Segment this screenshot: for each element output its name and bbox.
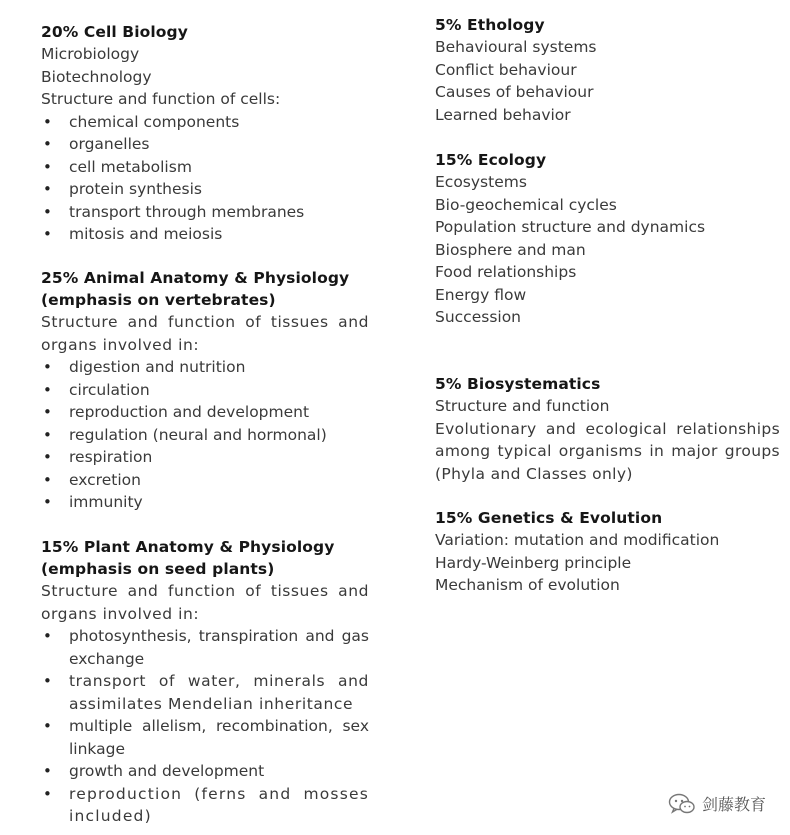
section-heading: 15% Genetics & Evolution bbox=[435, 509, 663, 527]
list-item: • immunity bbox=[41, 491, 369, 514]
section-line: Bio-geochemical cycles bbox=[435, 195, 617, 214]
section-line: Mechanism of evolution bbox=[435, 576, 620, 594]
list-item: • reproduction (ferns and mosses included) bbox=[43, 784, 369, 825]
bullet-icon: • bbox=[43, 672, 53, 690]
section-cell-biology bbox=[41, 21, 369, 246]
section-line: Hardy-Weinberg principle bbox=[435, 553, 632, 572]
section-heading: 5% Ethology bbox=[435, 16, 545, 34]
section-line: Population structure and dynamics bbox=[435, 218, 706, 236]
list-item: • excretion bbox=[41, 469, 369, 492]
list-item: • digestion and nutrition bbox=[41, 356, 369, 379]
bullet-icon: • bbox=[43, 180, 52, 198]
bullet-icon: • bbox=[43, 784, 54, 803]
list-item: • transport through membranes bbox=[41, 201, 369, 224]
section-subheading: (emphasis on vertebrates) bbox=[41, 291, 276, 309]
bullet-icon: • bbox=[43, 135, 52, 153]
watermark-text: 剑藤教育 bbox=[701, 795, 766, 814]
bullet-icon: • bbox=[43, 627, 52, 645]
list-item: • organelles bbox=[41, 133, 369, 156]
section-heading: 15% Ecology bbox=[435, 151, 547, 169]
list-item: • reproduction and development bbox=[41, 401, 369, 424]
list-item: • respiration bbox=[41, 446, 369, 469]
list-item: • multiple allelism, recombination, sex linkage bbox=[43, 717, 369, 758]
section-line: Variation: mutation and modification bbox=[435, 531, 720, 549]
bullet-icon: • bbox=[43, 157, 52, 176]
bullet-icon: • bbox=[43, 225, 52, 243]
bullet-icon: • bbox=[43, 380, 52, 399]
section-intro: Structure and function of tissues and organs involved in: bbox=[41, 313, 369, 354]
list-item: • growth and development bbox=[41, 760, 369, 783]
bullet-icon: • bbox=[43, 717, 52, 735]
bullet-icon: • bbox=[43, 202, 52, 221]
section-heading: 5% Biosystematics bbox=[435, 375, 601, 393]
section-line: Microbiology bbox=[41, 45, 140, 63]
section-biosystematics bbox=[435, 373, 780, 485]
bullet-icon: • bbox=[43, 358, 52, 376]
bullet-icon: • bbox=[43, 470, 52, 489]
watermark bbox=[668, 792, 766, 815]
wechat-icon bbox=[668, 793, 696, 815]
list-item: • photosynthesis, transpiration and gas exchange bbox=[43, 627, 369, 668]
section-heading: 25% Animal Anatomy & Physiology bbox=[41, 269, 350, 287]
section-line: Structure and function bbox=[435, 397, 610, 415]
section-line: Ecosystems bbox=[435, 173, 527, 191]
section-subheading: (emphasis on seed plants) bbox=[41, 560, 275, 578]
section-genetics bbox=[435, 507, 780, 597]
section-line: Biotechnology bbox=[41, 67, 152, 86]
section-line: Food relationships bbox=[435, 263, 577, 281]
list-item: • transport of water, minerals and assimilates Mendelian inheritance bbox=[43, 672, 369, 713]
section-paragraph: Evolutionary and ecological relationships among typical organisms in major groups (Phyla and Classes only) bbox=[435, 419, 780, 483]
list-item: • chemical components bbox=[41, 111, 369, 134]
list-item: • circulation bbox=[41, 379, 369, 402]
bullet-list bbox=[41, 625, 369, 828]
section-line: Learned behavior bbox=[435, 105, 571, 124]
section-line: Conflict behaviour bbox=[435, 60, 577, 79]
section-line: Biosphere and man bbox=[435, 240, 586, 259]
bullet-list bbox=[41, 356, 369, 514]
section-line: Energy flow bbox=[435, 285, 527, 304]
bullet-icon: • bbox=[43, 762, 52, 780]
section-ethology bbox=[435, 14, 780, 126]
bullet-icon: • bbox=[43, 112, 52, 131]
section-intro: Structure and function of tissues and organs involved in: bbox=[41, 582, 369, 623]
list-item: • cell metabolism bbox=[41, 156, 369, 179]
section-line: Succession bbox=[435, 308, 522, 326]
bullet-icon: • bbox=[43, 403, 52, 421]
section-ecology bbox=[435, 149, 780, 329]
list-item: • regulation (neural and hormonal) bbox=[41, 424, 369, 447]
list-item: • protein synthesis bbox=[41, 178, 369, 201]
section-line: Behavioural systems bbox=[435, 38, 597, 56]
section-line: Structure and function of cells: bbox=[41, 90, 281, 108]
section-heading: 15% Plant Anatomy & Physiology bbox=[41, 538, 335, 556]
list-item: • mitosis and meiosis bbox=[41, 223, 369, 246]
bullet-icon: • bbox=[43, 448, 52, 466]
section-animal-anatomy bbox=[41, 267, 369, 514]
bullet-icon: • bbox=[43, 493, 52, 511]
section-heading: 20% Cell Biology bbox=[41, 23, 188, 41]
bullet-list bbox=[41, 111, 369, 246]
section-plant-anatomy bbox=[41, 536, 369, 828]
section-line: Causes of behaviour bbox=[435, 83, 594, 101]
bullet-icon: • bbox=[43, 425, 52, 444]
